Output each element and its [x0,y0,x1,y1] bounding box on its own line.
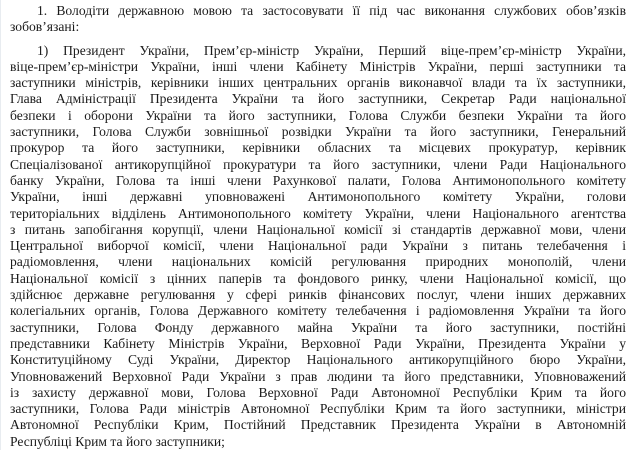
text-line: 1) Президент України, Прем’єр-міністр України, Перший віце-прем’єр-міністр України, [37,42,626,58]
text-line: прокурор та його заступники, керівники обласних та місцевих прокуратур, керівник [10,140,626,156]
text-line: із захисту державної мови, Голова Верховної Ради Автономної Республіки Крим та його [10,384,626,400]
text-line: Центральної виборчої комісії, члени Національної ради України з питань телебачення і [10,238,626,254]
paragraph-clause-1-item-1 [10,43,626,450]
text-line: територіальних відділень Антимонопольного комітету України, члени Національного агентства [10,205,626,221]
text-line: заступники міністрів, керівники інших центральних органів виконавчої влади та їх заступники, [10,75,626,91]
text-line: України, інші державні уповноважені Антимонопольного комітету України, голови [10,189,626,205]
text-line: представники Кабінету Міністрів України, Верховної Ради України, Президента України у [10,335,626,351]
text-line: радіомовлення, члени національних комісій регулювання природних монополій, члени [10,254,626,270]
text-line: банку України, Голова та інші члени Рахункової палати, Голова Антимонопольного комітету [10,172,626,188]
text-line: 1. Володіти державною мовою та застосовувати її під час виконання службових обов’язків [37,3,626,18]
text-line: колегіальних органів, Голова Державного комітету телебачення і радіомовлення України та його [10,303,626,319]
text-line: Глава Адміністрації Президента України та його заступники, Секретар Ради національної [10,91,626,107]
text-line: Національної комісії з цінних паперів та фондового ринку, члени Національної комісії, що [10,270,626,286]
text-line: віце-прем’єр-міністри України, інші члени Кабінету Міністрів України, перші заступники та [10,58,626,74]
text-line: заступники, Голова Ради міністрів Автономної Республіки Крим та його заступники, міністри [10,401,626,417]
text-line: зобов’язані: [10,19,80,35]
text-line: з питань запобігання корупції, члени Національної комісії зі стандартів державної мови, члени [10,221,626,237]
document-body [10,3,626,450]
text-line: Автономної Республіки Крим, Постійний Представник Президента України в Автономній [10,417,626,433]
text-line: безпеки і оборони України та його заступники, Голова Служби безпеки України та його [10,107,626,123]
text-line: Уповноважений Верховної Ради України з прав людини та його представники, Уповноважений [10,368,626,384]
text-line: заступники, Голова Фонду державного майна України та його заступники, постійні [10,319,626,335]
text-line: Конституційному Суді України, Директор Національного антикорупційного бюро України, [10,352,626,368]
paragraph-clause-1-intro [10,3,626,36]
text-line: заступники, Голова Служби зовнішньої розвідки України та його заступники, Генеральний [10,124,626,140]
text-line: Спеціалізованої антикорупційної прокуратури та його заступники, члени Ради Національного [10,156,626,172]
text-line: здійснює державне регулювання у сфері ринків фінансових послуг, члени інших державних [10,287,626,303]
text-line: Республіці Крим та його заступники; [10,433,225,449]
